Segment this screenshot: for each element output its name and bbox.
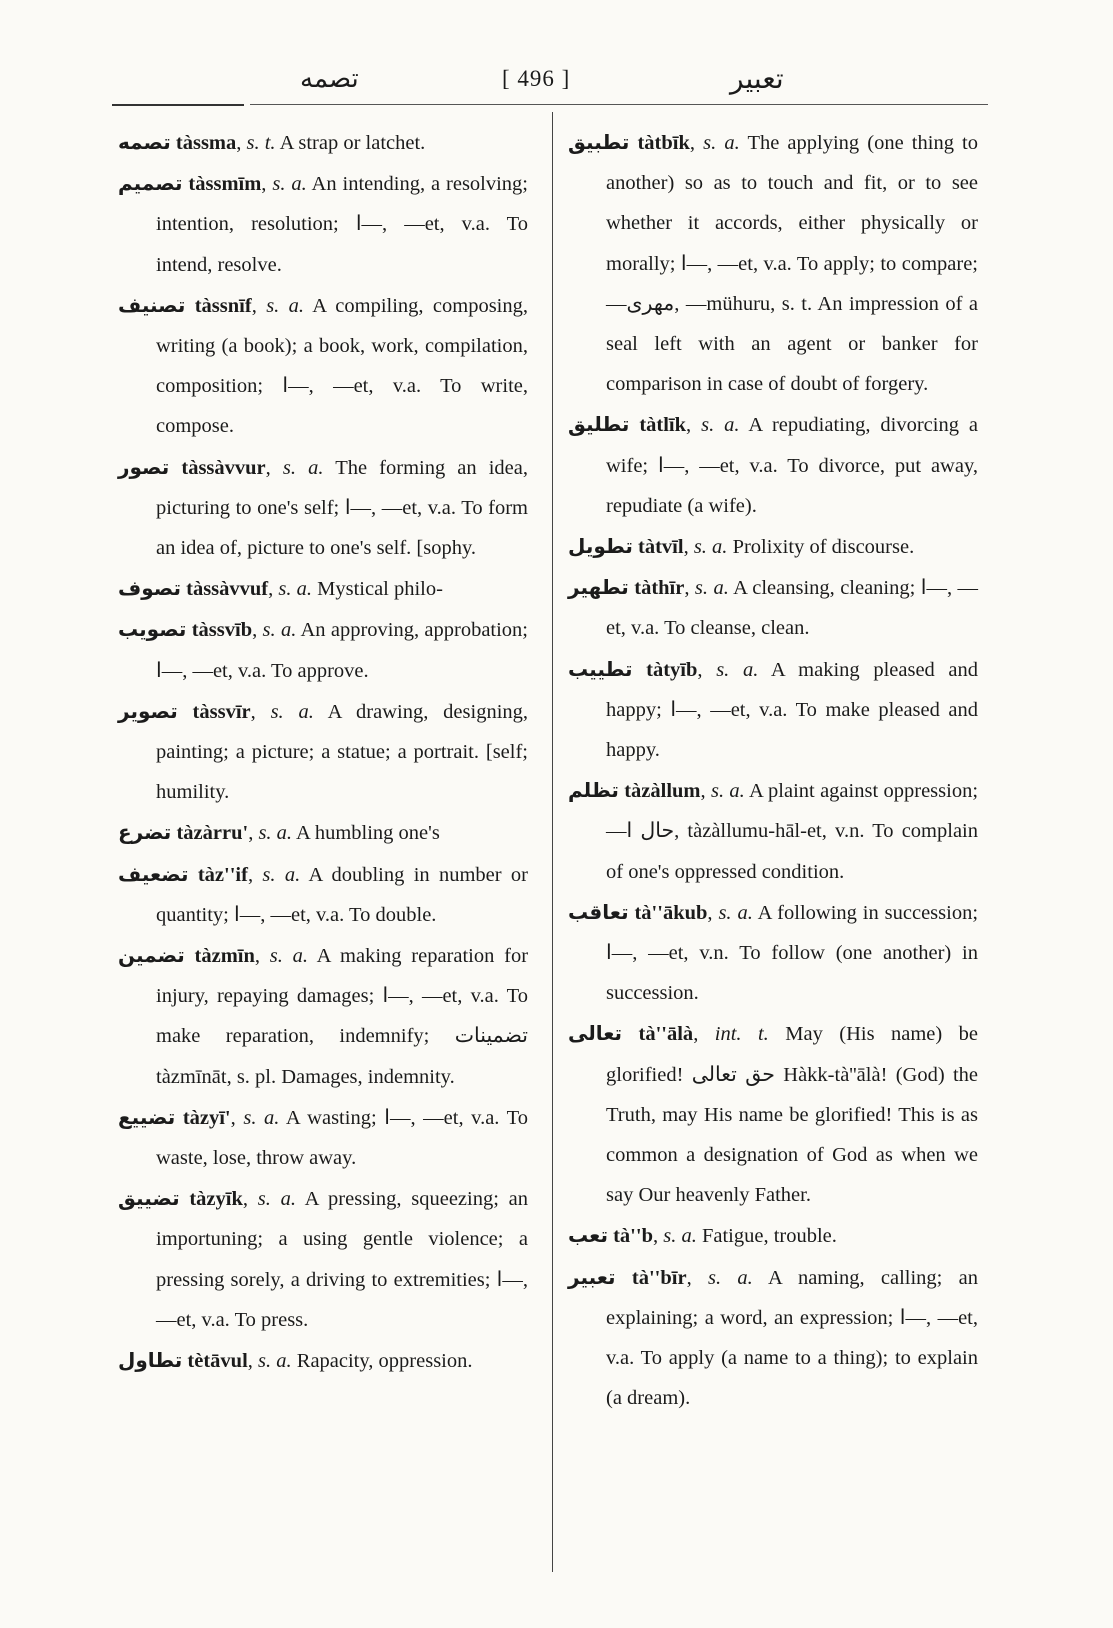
dictionary-entry: تطبيق tàtbīk, s. a. The applying (one thing to another) so as to touch and fit, or to see whether it accords, either physically or morally; ا—, —et, v.a. To apply; to compare; —مهری, —mühuru, s. t. An impression of a seal left with an agent or banker for comparison in case of doubt of forgery. <box>568 130 979 396</box>
headword-arabic: تطليق <box>568 412 630 437</box>
headword-arabic: تظلم <box>568 778 619 803</box>
headword-arabic: تعب <box>568 1223 608 1248</box>
headword-transliteration: tàthīr <box>634 577 685 600</box>
dictionary-entry: تعبير tà''bīr, s. a. A naming, calling; an explaining; a word, an expression; ا—, —et, v.a. To apply (a name to a thing); to explain (a dream). <box>568 1264 979 1410</box>
grammar-label: int. t. <box>714 1023 769 1046</box>
headword-transliteration: tàzyī' <box>182 1106 231 1129</box>
headword-arabic: تضييق <box>118 1186 180 1211</box>
dictionary-entry: تعاقب tà''ākub, s. a. A following in succession; ا—, —et, v.n. To follow (one another) in succession. <box>568 899 979 1005</box>
grammar-label: s. a. <box>694 577 729 600</box>
header-rule-short <box>112 104 244 106</box>
headword-arabic: تضمين <box>118 943 185 968</box>
headword-arabic: تطهير <box>568 575 629 600</box>
definition-text: The forming an idea, picturing to one's self; ا—, —et, v.a. To form an idea of, picture to one's self. [sophy. <box>156 456 529 560</box>
headword-arabic: تصويب <box>118 617 187 642</box>
grammar-label: s. t. <box>246 132 276 154</box>
grammar-label: s. a. <box>243 1106 280 1129</box>
grammar-label: s. a. <box>262 619 297 642</box>
right-column <box>568 122 978 1419</box>
headword-transliteration: tàtlīk <box>639 414 687 437</box>
grammar-label: s. a. <box>278 578 312 601</box>
header-rule-long <box>250 104 988 105</box>
headword-transliteration: tàssàvvuf <box>186 578 269 601</box>
grammar-label: s. a. <box>703 132 740 154</box>
headword-transliteration: tàzàllum <box>624 780 701 803</box>
grammar-label: s. a. <box>710 780 745 803</box>
headword-transliteration: tàssvīb <box>191 619 253 642</box>
grammar-label: s. a. <box>257 1188 296 1211</box>
column-divider <box>552 112 553 1572</box>
definition-text: A making reparation for injury, repaying damages; ا—, —et, v.a. To make reparation, indemnify; تضمينات tàzmīnāt, s. pl. Damages, indemnity. <box>156 945 529 1088</box>
left-column <box>118 122 528 1381</box>
definition-text: A drawing, designing, painting; a picture; a statue; a portrait. [self; humility. <box>156 700 529 804</box>
dictionary-entry: تصوف tàssàvvuf, s. a. Mystical philo- <box>118 576 443 601</box>
headword-arabic: تصمه <box>118 130 171 154</box>
headword-transliteration: tà''b <box>613 1225 653 1248</box>
headword-arabic: تعالى <box>568 1021 623 1046</box>
definition-text: Mystical philo- <box>317 578 443 601</box>
dictionary-entry: تطييب tàtyīb, s. a. A making pleased and happy; ا—, —et, v.a. To make pleased and happy. <box>568 656 979 762</box>
headword-transliteration: tàzyīk <box>189 1188 243 1211</box>
dictionary-entry: تضمين tàzmīn, s. a. A making reparation for injury, repaying damages; ا—, —et, v.a. To make reparation, indemnify; تضمينات tàzmīnāt, s. pl. Damages, indemnity. <box>118 943 529 1088</box>
headword-transliteration: tà''ākub <box>634 901 708 924</box>
definition-text: A naming, calling; an explaining; a word, an expression; ا—, —et, v.a. To apply (a name to a thing); to explain (a dream). <box>606 1266 979 1410</box>
headword-arabic: تصوير <box>118 698 178 723</box>
headword-arabic: تضرع <box>118 820 172 845</box>
definition-text: A strap or latchet. <box>279 132 426 154</box>
headword-arabic: تعاقب <box>568 899 629 924</box>
dictionary-entry: تضييق tàzyīk, s. a. A pressing, squeezing; an importuning; a using gentle violence; a pressing sorely, a driving to extremities; ا—, —et, v.a. To press. <box>118 1186 529 1331</box>
dictionary-entry: تصنيف tàssnīf, s. a. A compiling, composing, writing (a book); a book, work, compilation, composition; ا—, —et, v.a. To write, compose. <box>118 292 529 438</box>
page-header <box>110 58 990 108</box>
dictionary-entry: تعالى tà''ālà, int. t. May (His name) be glorified! حق تعالى Hàkk-tà''ālà! (God) the Truth, may His name be glorified! This is as common a designation of God as when we say Our heavenly Father. <box>568 1021 979 1207</box>
dictionary-entry: تصميم tàssmīm, s. a. An intending, a resolving; intention, resolution; ا—, —et, v.a. To intend, resolve. <box>118 171 529 276</box>
headword-arabic: تضييع <box>118 1104 176 1129</box>
definition-text: An approving, approbation; ا—, —et, v.a. To approve. <box>156 619 529 682</box>
definition-text: Rapacity, oppression. <box>296 1350 473 1373</box>
dictionary-entry: تصمه tàssma, s. t. A strap or latchet. <box>118 130 426 154</box>
headword-transliteration: tàzàrru' <box>176 822 249 845</box>
definition-text: A making pleased and happy; ا—, —et, v.a. To make pleased and happy. <box>606 658 979 762</box>
headword-arabic: تصنيف <box>118 292 186 317</box>
headword-transliteration: tàtbīk <box>637 132 690 154</box>
header-right-word: تعبير <box>730 64 784 95</box>
definition-text: A pressing, squeezing; an importuning; a using gentle violence; a pressing sorely, a driving to extremities; ا—, —et, v.a. To press. <box>156 1188 529 1331</box>
grammar-label: s. a. <box>718 901 753 924</box>
dictionary-entry: تصور tàssàvvur, s. a. The forming an idea, picturing to one's self; ا—, —et, v.a. To form an idea of, picture to one's self. [sophy. <box>118 454 529 560</box>
dictionary-entry: تصوير tàssvīr, s. a. A drawing, designing, painting; a picture; a statue; a portrait. [self; humility. <box>118 698 529 804</box>
dictionary-entry: تضرع tàzàrru', s. a. A humbling one's <box>118 820 440 845</box>
definition-text: The applying (one thing to another) so as to touch and fit, or to see whether it accords, either physically or morally; ا—, —et, v.a. To apply; to compare; —مهری, —mühuru, s. t. An impression of a seal left with an agent or banker for comparison in case of doubt of forgery. <box>606 132 979 396</box>
definition-text: A plaint against oppression; —حال ا, tàzàllumu-hāl-et, v.n. To complain of one's oppressed condition. <box>606 780 979 883</box>
headword-arabic: تعبير <box>568 1264 616 1289</box>
definition-text: A wasting; ا—, —et, v.a. To waste, lose, throw away. <box>156 1106 528 1170</box>
headword-transliteration: tàssvīr <box>192 700 251 723</box>
definition-text: A cleansing, cleaning; ا—, —et, v.a. To cleanse, clean. <box>606 577 979 640</box>
headword-arabic: تصوف <box>118 576 181 601</box>
headword-arabic: تصميم <box>118 171 183 196</box>
dictionary-entry: تطاول tètāvul, s. a. Rapacity, oppression. <box>118 1348 473 1373</box>
headword-arabic: تصور <box>118 454 170 479</box>
headword-arabic: تطويل <box>568 534 633 559</box>
dictionary-entry: تعب tà''b, s. a. Fatigue, trouble. <box>568 1223 837 1248</box>
headword-transliteration: tàssàvvur <box>181 456 266 479</box>
headword-transliteration: tà''ālà <box>638 1023 694 1046</box>
grammar-label: s. a. <box>272 173 307 196</box>
grammar-label: s. a. <box>282 456 324 479</box>
headword-arabic: تطاول <box>118 1348 183 1373</box>
headword-transliteration: tàz''if <box>197 863 248 886</box>
definition-text: Prolixity of discourse. <box>732 536 915 559</box>
dictionary-entry: تطويل tàtvīl, s. a. Prolixity of discourse. <box>568 534 915 559</box>
headword-transliteration: tètāvul <box>187 1350 248 1373</box>
dictionary-entry: تظلم tàzàllum, s. a. A plaint against oppression; —حال ا, tàzàllumu-hāl-et, v.n. To complain of one's oppressed condition. <box>568 778 979 883</box>
dictionary-entry: تضعيف tàz''if, s. a. A doubling in number or quantity; ا—, —et, v.a. To double. <box>118 861 529 926</box>
dictionary-entry: تصويب tàssvīb, s. a. An approving, approbation; ا—, —et, v.a. To approve. <box>118 617 529 682</box>
headword-transliteration: tàssnīf <box>194 294 252 317</box>
definition-text: A humbling one's <box>296 822 440 845</box>
grammar-label: s. a. <box>708 1266 753 1289</box>
grammar-label: s. a. <box>269 945 309 968</box>
grammar-label: s. a. <box>270 700 314 723</box>
grammar-label: s. a. <box>262 863 301 886</box>
grammar-label: s. a. <box>693 536 728 559</box>
headword-transliteration: tàssmīm <box>188 173 262 196</box>
grammar-label: s. a. <box>701 414 740 437</box>
grammar-label: s. a. <box>258 822 293 845</box>
headword-transliteration: tàtyīb <box>646 658 698 681</box>
header-left-word: تصمه <box>300 64 359 93</box>
headword-transliteration: tàssma <box>175 132 237 154</box>
grammar-label: s. a. <box>258 1350 292 1373</box>
headword-transliteration: tà''bīr <box>631 1266 687 1289</box>
definition-text: Fatigue, trouble. <box>701 1225 837 1248</box>
grammar-label: s. a. <box>266 294 305 317</box>
dictionary-entry: تطليق tàtlīk, s. a. A repudiating, divorcing a wife; ا—, —et, v.a. To divorce, put away, repudiate (a wife). <box>568 412 979 517</box>
headword-transliteration: tàtvīl <box>638 536 684 559</box>
dictionary-entry: تضييع tàzyī', s. a. A wasting; ا—, —et, v.a. To waste, lose, throw away. <box>118 1104 528 1170</box>
definition-text: A repudiating, divorcing a wife; ا—, —et, v.a. To divorce, put away, repudiate (a wife). <box>606 414 979 517</box>
page-number: [ 496 ] <box>502 66 571 91</box>
grammar-label: s. a. <box>663 1225 697 1248</box>
headword-arabic: تضعيف <box>118 861 189 886</box>
definition-text: A doubling in number or quantity; ا—, —et, v.a. To double. <box>156 863 529 926</box>
headword-transliteration: tàzmīn <box>194 945 255 968</box>
definition-text: An intending, a resolving; intention, resolution; ا—, —et, v.a. To intend, resolve. <box>156 173 529 276</box>
headword-arabic: تطبيق <box>568 130 630 154</box>
headword-arabic: تطييب <box>568 656 633 681</box>
dictionary-entry: تطهير tàthīr, s. a. A cleansing, cleaning; ا—, —et, v.a. To cleanse, clean. <box>568 575 979 640</box>
definition-text: A compiling, composing, writing (a book); a book, work, compilation, composition; ا—, —et, v.a. To write, compose. <box>156 294 529 438</box>
grammar-label: s. a. <box>716 658 759 681</box>
definition-text: May (His name) be glorified! حق تعالى Hàkk-tà''ālà! (God) the Truth, may His name be glorified! This is as common a designation of God as when we say Our heavenly Father. <box>606 1023 979 1207</box>
definition-text: A following in succession; ا—, —et, v.n. To follow (one another) in succession. <box>606 901 979 1005</box>
